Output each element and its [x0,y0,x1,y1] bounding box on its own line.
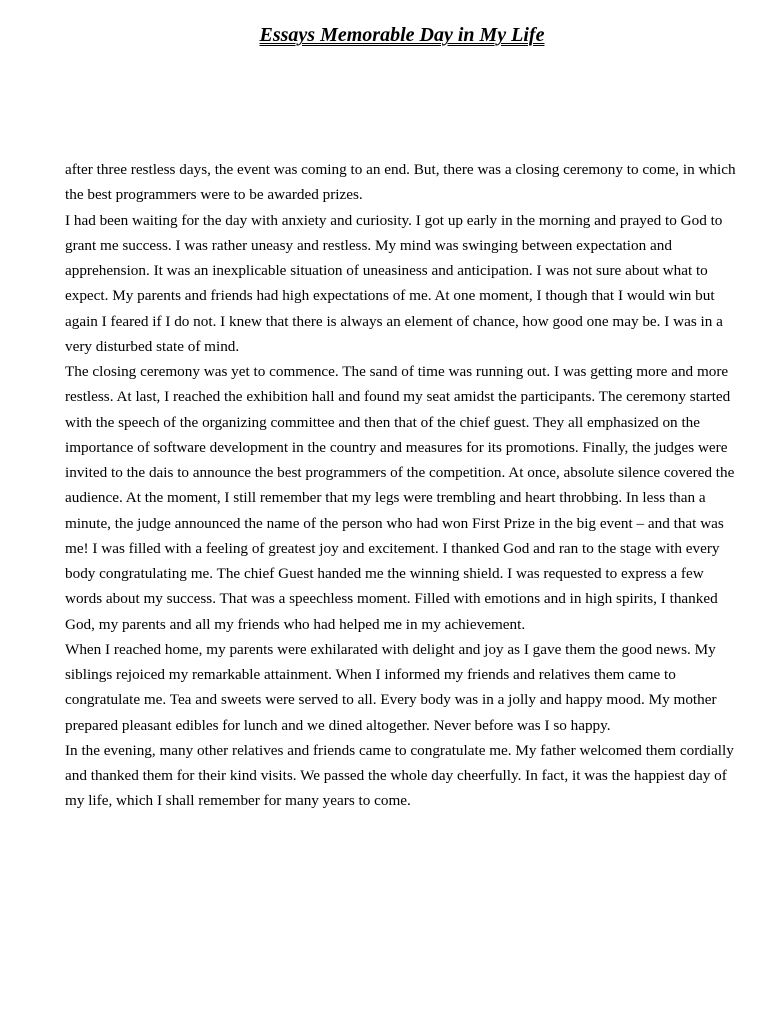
paragraph-home: When I reached home, my parents were exhilarated with delight and joy as I gave them the good news. My siblings rejoiced my remarkable attainment. When I informed my friends and relatives them came to congratulate me. Tea and sweets were served to all. Every body was in a jolly and happy mood. My mother prepared pleasant edibles for lunch and we dined altogether. Never before was I so happy. [65,640,717,734]
paragraph-closing-ceremony-intro: after three restless days, the event was coming to an end. But, there was a closing ceremony to come, in which the best programmers were to be awarded prizes. [65,161,736,204]
paragraph-ceremony: The closing ceremony was yet to commence. The sand of time was running out. I was getting more and more restless. At last, I reached the exhibition hall and found my seat amidst the participants. The ceremony started with the speech of the organizing committee and then that of the chief guest. They all emphasized on the importance of software development in the country and measures for its promotions. Finally, the judges were invited to the dais to announce the best programmers of the competition. At once, absolute silence covered the audience. At the moment, I still remember that my legs were trembling and heart throbbing. In less than a minute, the judge announced the name of the person who had won First Prize in the big event – and that was me! I was filled with a feeling of greatest joy and excitement. I thanked God and ran to the stage with every body congratulating me. The chief Guest handed me the winning shield. I was requested to express a few words about my success. That was a speechless moment. Filled with emotions and in high spirits, I thanked God, my parents and all my friends who had helped me in my achievement. [65,363,735,633]
document-title: Essays Memorable Day in My Life [259,24,545,46]
paragraph-waiting: I had been waiting for the day with anxiety and curiosity. I got up early in the morning and prayed to God to grant me success. I was rather uneasy and restless. My mind was swinging between expectation and apprehension. It was an inexplicable situation of uneasiness and anticipation. I was not sure about what to expect. My parents and friends had high expectations of me. At one moment, I though that I would win but again I feared if I do not. I knew that there is always an element of chance, how good one may be. I was in a very disturbed state of mind. [65,211,723,355]
paragraph-evening: In the evening, many other relatives and friends came to congratulate me. My father welcomed them cordially and thanked them for their kind visits. We passed the whole day cheerfully. In fact, it was the happiest day of my life, which I shall remember for many years to come. [65,741,734,810]
document-body [65,157,739,814]
